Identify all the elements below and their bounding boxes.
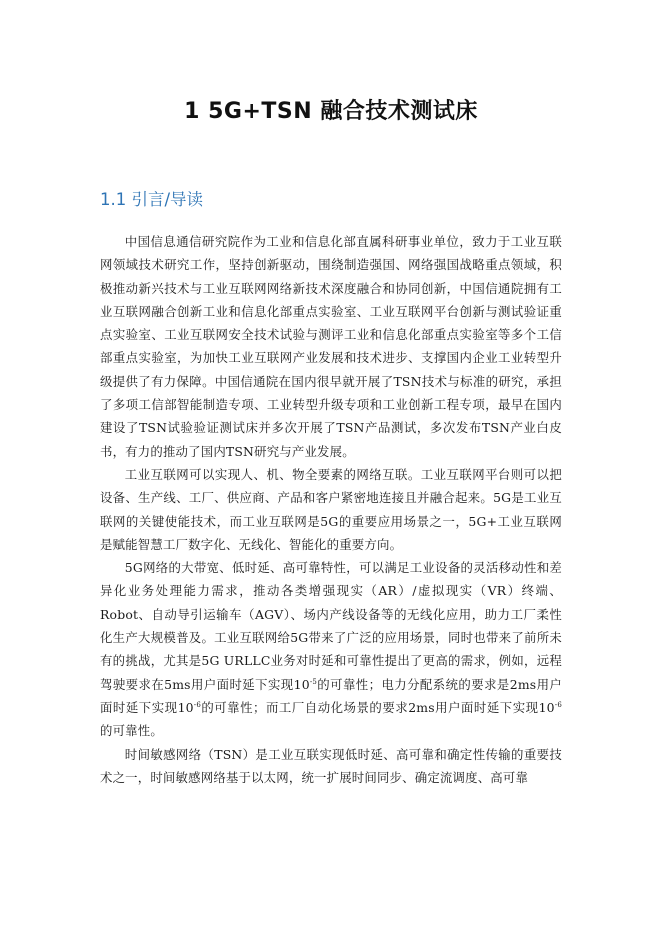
paragraph-3-text-c: 的可靠性；而工厂自动化场景的要求2ms用户面时延下实现10 (200, 699, 555, 715)
paragraph-2: 工业互联网可以实现人、机、物全要素的网络互联。工业互联网平台则可以把设备、生产线、工厂、供应商、产品和客户紧密地连接且并融合起来。5G是工业互联网的关键使能技术，而工业互联网是5G的重要应用场景之一，5G+工业互联网是赋能智慧工厂数字化、无线化、智能化的重要方向。 (100, 466, 562, 552)
paragraph-3-text-b: 的可靠性；电力分配系统的要求是2ms用户面时延下实现10 (100, 676, 563, 715)
paragraph-3-text-a: 5G网络的大带宽、低时延、高可靠特性，可以满足工业设备的灵活移动性和差异化业务处理能力需求，推动各类增强现实（AR）/虚拟现实（VR）终端、Robot、自动导引运输车（AGV）、场内产线设备等的无线化应用，助力工厂柔性化生产大规模普及。工业互联网给5G带来了广泛的应用场景，同时也带来了前所未有的挑战，尤其是5G URLLC业务对时延和可靠性提出了更高的需求，例如，远程驾驶要求在5ms用户面时延下实现10 (100, 560, 562, 692)
paragraph-3 (100, 556, 562, 742)
chapter-title: 1 5G+TSN 融合技术测试床 (184, 99, 478, 124)
superscript-exponent: -6 (193, 700, 201, 709)
paragraph-3-text-d: 的可靠性。 (100, 723, 163, 739)
paragraph-4: 时间敏感网络（TSN）是工业互联实现低时延、高可靠和确定性传输的重要技术之一，时间敏感网络基于以太网，统一扩展时间同步、确定流调度、高可靠 (100, 746, 562, 785)
section-heading: 1.1 引言/导读 (100, 190, 204, 209)
paragraph-1: 中国信息通信研究院作为工业和信息化部直属科研事业单位，致力于工业互联网领域技术研究工作，坚持创新驱动，围绕制造强国、网络强国战略重点领域，积极推动新兴技术与工业互联网网络新技术深度融合和协同创新，中国信通院拥有工业互联网融合创新工业和信息化部重点实验室、工业互联网平台创新与测试验证重点实验室、工业互联网安全技术试验与测评工业和信息化部重点实验室等多个工信部重点实验室，为加快工业互联网产业发展和技术进步、支撑国内企业工业转型升级提供了有力保障。中国信通院在国内很早就开展了TSN技术与标准的研究，承担了多项工信部智能制造专项、工业转型升级专项和工业创新工程专项，最早在国内建设了TSN试验验证测试床并多次开展了TSN产品测试，多次发布TSN产业白皮书，有力的推动了国内TSN研究与产业发展。 (100, 234, 562, 459)
superscript-exponent: -6 (554, 700, 562, 709)
superscript-exponent: -5 (309, 677, 318, 686)
body-text (100, 230, 562, 789)
